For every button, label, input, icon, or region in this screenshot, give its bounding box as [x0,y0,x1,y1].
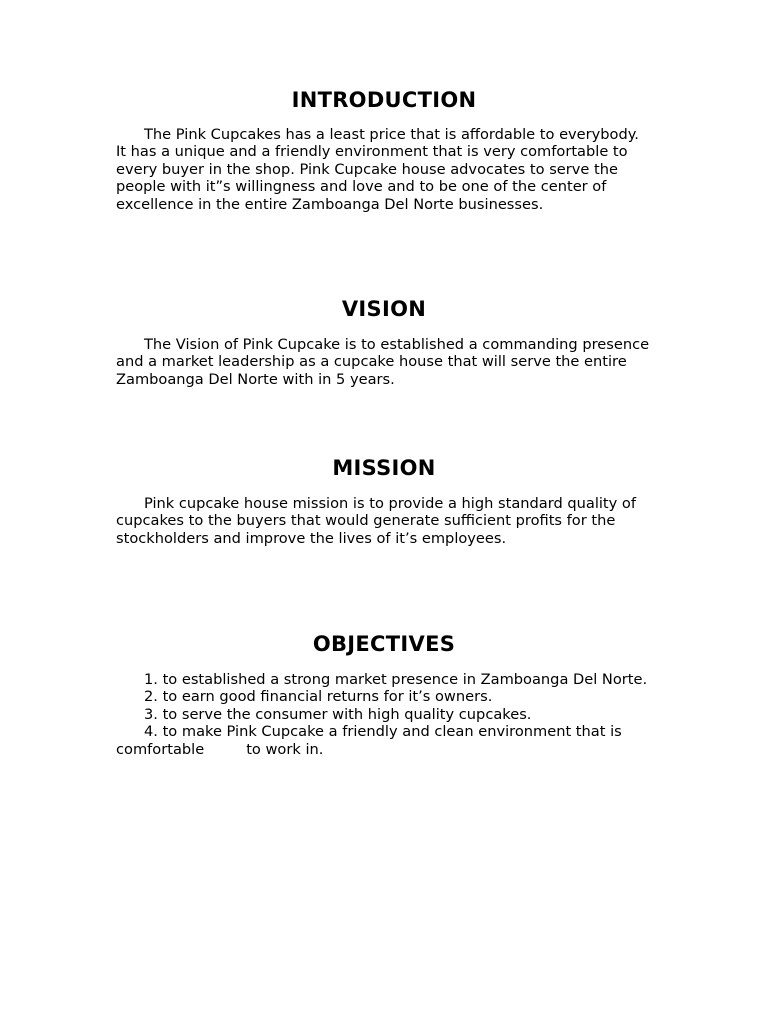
mission-paragraph: Pink cupcake house mission is to provide a high standard quality of cupcakes to the buyers that would generate sufficient profits for the stockholders and improve the lives of it’s employees. [116,495,636,547]
objectives-list [116,671,661,758]
objective-item-1: 1. to established a strong market presence in Zamboanga Del Norte. [144,671,648,688]
vision-paragraph: The Vision of Pink Cupcake is to established a commanding presence and a market leadership as a cupcake house that will serve the entire Zamboanga Del Norte with in 5 years. [116,336,650,388]
vision-heading: VISION [341,297,427,321]
objective-item-3: 3. to serve the consumer with high quality cupcakes. [144,705,532,723]
mission-heading: MISSION [332,456,436,480]
introduction-heading: INTRODUCTION [291,88,477,112]
objective-item-4 [116,723,661,758]
objective-item-2: 2. to earn good financial returns for it’s owners. [144,688,493,706]
objective-item-4-tail: to work in. [246,740,324,758]
objective-item-4-text: 4. to make Pink Cupcake a friendly and clean environment that is comfortable [116,723,622,758]
introduction-paragraph: The Pink Cupcakes has a least price that is affordable to everybody. It has a unique and a friendly environment that is very comfortable to every buyer in the shop. Pink Cupcake house advocates to serve the people with it”s willingness and love and to be one of the center of excellence in the entire Zamboanga Del Norte businesses. [116,126,639,213]
objectives-heading: OBJECTIVES [312,632,456,656]
